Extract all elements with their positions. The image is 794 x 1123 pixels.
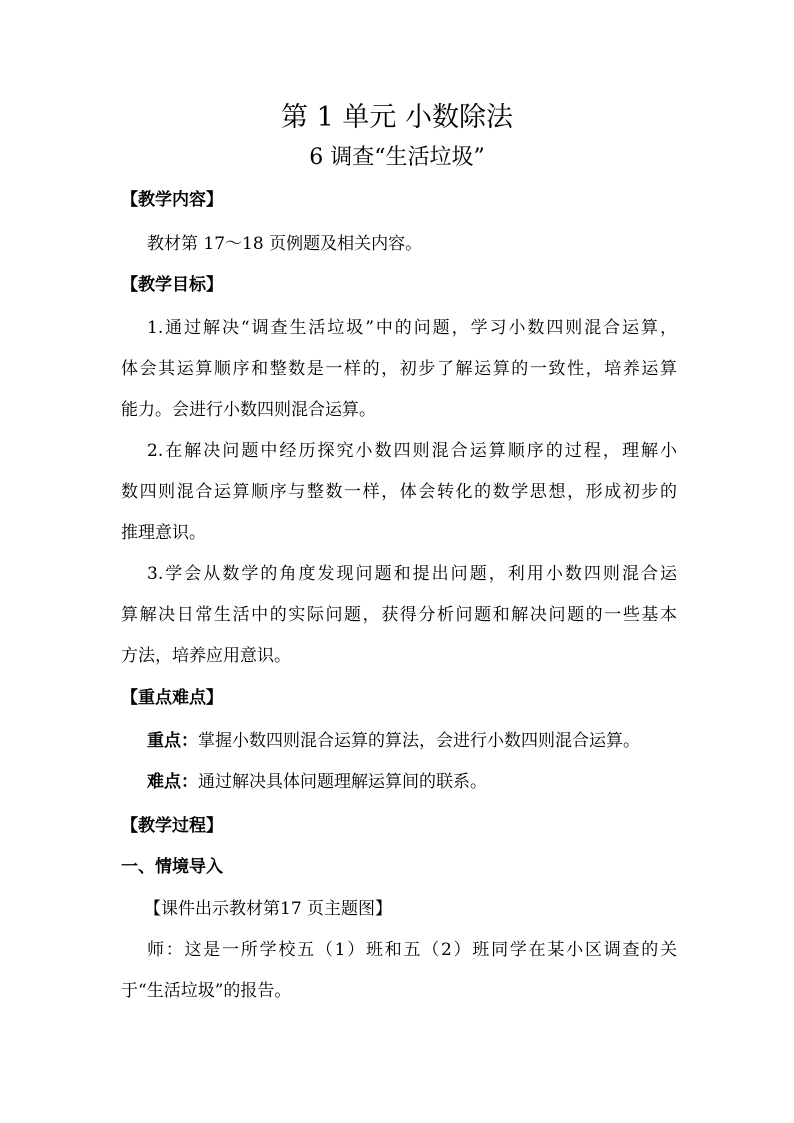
teacher-line-1: 师：这是一所学校五（1）班和五（2）班同学在某小区调查的关	[147, 940, 677, 960]
objective-3-line-1: 3.学会从数学的角度发现问题和提出问题，利用小数四则混合运	[147, 564, 677, 584]
teaching-content-text: 教材第 17～18 页例题及相关内容。	[147, 234, 423, 254]
difficulty-text: 通过解决具体问题理解运算间的联系。	[198, 772, 487, 792]
objective-1-line-2: 体会其运算顺序和整数是一样的，初步了解运算的一致性，培养运算	[121, 359, 677, 379]
key-point-label: 重点：	[147, 731, 198, 751]
objectives-heading: 【教学目标】	[121, 275, 223, 295]
process-heading: 【教学过程】	[121, 816, 223, 836]
teaching-content-heading: 【教学内容】	[121, 190, 223, 210]
key-point-text: 掌握小数四则混合运算的算法，会进行小数四则混合运算。	[198, 731, 640, 751]
key-points-heading: 【重点难点】	[121, 688, 223, 708]
courseware-note: 【课件出示教材第17 页主题图】	[144, 899, 393, 919]
difficulty-line	[147, 770, 677, 794]
difficulty-label: 难点：	[147, 772, 198, 792]
objective-3-line-3: 方法，培养应用意识。	[121, 646, 291, 666]
objective-2-line-1: 2.在解决问题中经历探究小数四则混合运算顺序的过程，理解小	[147, 441, 677, 461]
key-point-line	[147, 729, 677, 753]
objective-2-line-2: 数四则混合运算顺序与整数一样，体会转化的数学思想，形成初步的	[121, 482, 677, 502]
objective-1-line-1: 1.通过解决“调查生活垃圾”中的问题，学习小数四则混合运算，	[147, 318, 677, 338]
objective-2-line-3: 推理意识。	[121, 523, 206, 543]
objective-3-line-2: 算解决日常生活中的实际问题，获得分析问题和解决问题的一些基本	[121, 605, 677, 625]
part-one-heading: 一、情境导入	[121, 857, 223, 877]
teacher-line-2: 于“生活垃圾”的报告。	[121, 981, 292, 1001]
lesson-title: 6 调查“生活垃圾”	[309, 145, 485, 170]
objective-1-line-3: 能力。会进行小数四则混合运算。	[121, 400, 376, 420]
unit-title: 第 1 单元 小数除法	[281, 102, 513, 133]
